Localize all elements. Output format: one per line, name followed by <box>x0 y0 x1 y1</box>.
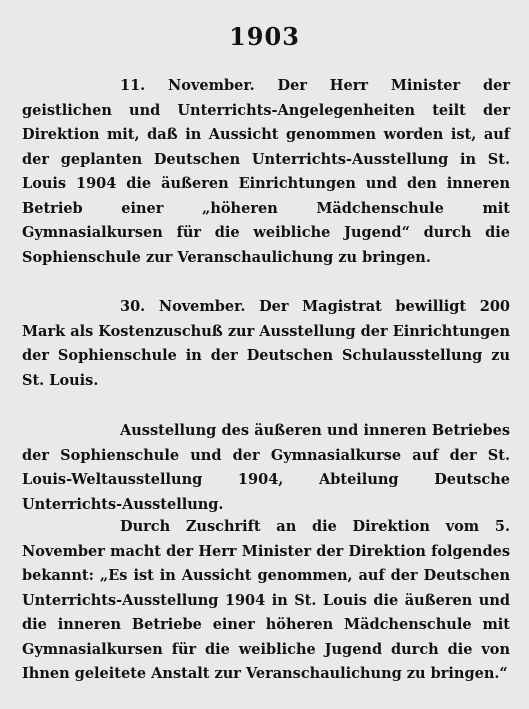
year-heading: 1903 <box>229 22 300 51</box>
paragraph-november-30 <box>22 295 510 393</box>
paragraph-exhibition <box>22 419 510 517</box>
paragraph-ministerial-letter <box>22 515 510 687</box>
paragraph-text: Ausstellung des äußeren und inneren Betriebes der Sophienschule und der Gymnasialkurse auf der St. Louis-Weltausstellung 1904, Abteilung Deutsche Unterrichts-Ausstellung. <box>22 422 510 513</box>
paragraph-text: 30. November. Der Magistrat bewilligt 200 Mark als Kostenzuschuß zur Ausstellung der Einrichtungen der Sophienschule in der Deutschen Schulausstellung zu St. Louis. <box>22 298 510 389</box>
paragraph-text: Durch Zuschrift an die Direktion vom 5. November macht der Herr Minister der Direktion folgendes bekannt: „Es ist in Aussicht genommen, auf der Deutschen Unterrichts-Ausstellung 1904 in St. Louis die äußeren und die inneren Betriebe einer höheren Mädchenschule mit Gymnasialkursen für die weibliche Jugend durch die von Ihnen geleitete Anstalt zur Veranschaulichung zu bringen.“ <box>22 518 510 682</box>
paragraph-november-11 <box>22 74 510 270</box>
paragraph-text: 11. November. Der Herr Minister der geistlichen und Unterrichts-Angelegenheiten teilt der Direktion mit, daß in Aussicht genommen worden ist, auf der geplanten Deutschen Unterrichts-Ausstellung in St. Louis 1904 die äußeren Einrichtungen und den inneren Betrieb einer „höheren Mädchenschule mit Gymnasialkursen für die weibliche Jugend“ durch die Sophienschule zur Veranschaulichung zu bringen. <box>22 77 510 266</box>
